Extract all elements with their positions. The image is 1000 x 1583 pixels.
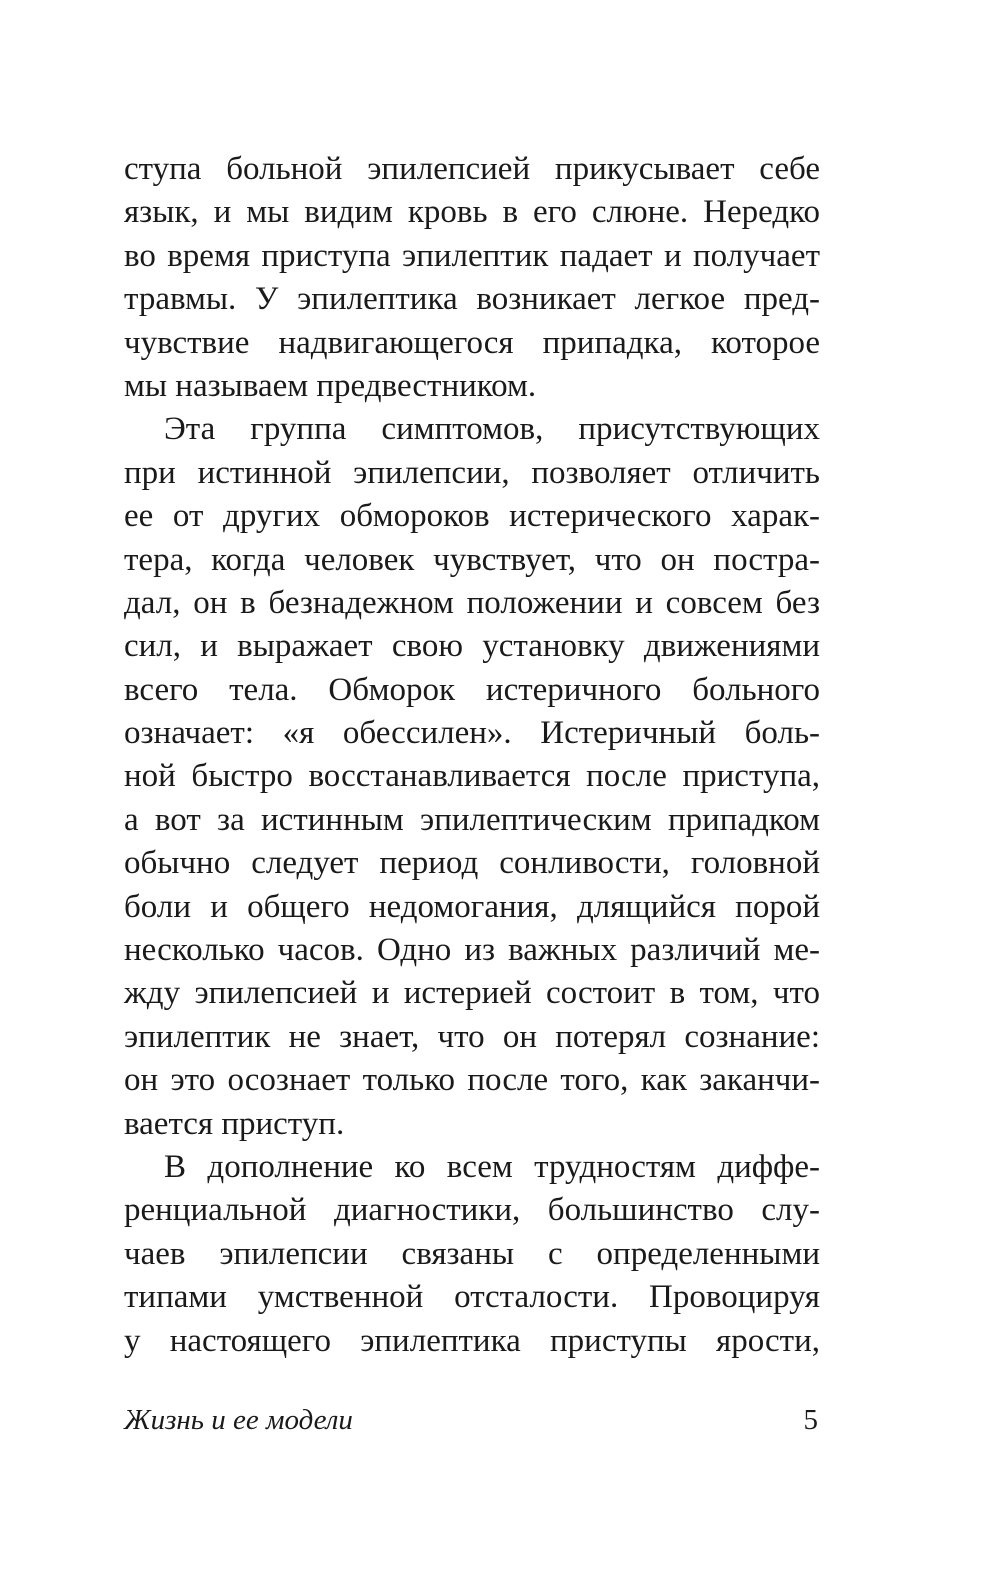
text-line: мы называем предвестником. xyxy=(124,367,537,404)
text-line: чаев эпилепсии связаны с определенными xyxy=(124,1235,820,1272)
text-line: во время приступа эпилептик падает и получает xyxy=(124,237,820,274)
text-line: жду эпилепсией и истерией состоит в том, что xyxy=(124,975,820,1012)
text-line: язык, и мы видим кровь в его слюне. Нередко xyxy=(124,194,820,231)
text-line: ступа больной эпилепсией прикусывает себе xyxy=(124,151,820,187)
text-line: типами умственной отсталости. Провоцируя xyxy=(124,1279,820,1316)
text-line: боли и общего недомогания, длящийся порой xyxy=(124,888,820,925)
text-line: травмы. У эпилептика возникает легкое пред- xyxy=(124,281,820,318)
text-line: чувствие надвигающегося припадка, которое xyxy=(124,324,820,361)
text-line: сил, и выражает свою установку движениями xyxy=(124,628,820,665)
text-line: означает: «я обессилен». Истеричный боль- xyxy=(124,715,820,752)
body-text xyxy=(124,148,820,1363)
text-line: ее от других обмороков истерического харак- xyxy=(124,498,820,535)
paragraph-1 xyxy=(124,148,820,408)
paragraph-3 xyxy=(124,1146,820,1363)
text-line: дал, он в безнадежном положении и совсем без xyxy=(124,584,820,621)
text-line: при истинной эпилепсии, позволяет отличить xyxy=(124,454,820,491)
text-line: он это осознает только после того, как заканчи- xyxy=(124,1062,820,1099)
text-line: ренциальной диагностики, большинство слу- xyxy=(124,1192,820,1229)
text-line: а вот за истинным эпилептическим припадком xyxy=(124,801,820,838)
text-line: ной быстро восстанавливается после приступа, xyxy=(124,758,820,795)
text-line: у настоящего эпилептика приступы ярости, xyxy=(124,1322,820,1359)
text-line: эпилептик не знает, что он потерял сознание: xyxy=(124,1018,820,1055)
running-footer-title: Жизнь и ее модели xyxy=(124,1404,353,1436)
page-number: 5 xyxy=(803,1404,818,1436)
text-line: вается приступ. xyxy=(124,1105,345,1142)
text-line: обычно следует период сонливости, головной xyxy=(124,845,820,882)
text-line: Эта группа симптомов, присутствующих xyxy=(164,411,820,448)
text-line: всего тела. Обморок истеричного больного xyxy=(124,671,820,708)
text-line: В дополнение ко всем трудностям диффе- xyxy=(164,1148,820,1185)
paragraph-2 xyxy=(124,408,820,1146)
text-line: тера, когда человек чувствует, что он постра- xyxy=(124,541,820,578)
text-line: несколько часов. Одно из важных различий ме- xyxy=(124,932,820,969)
